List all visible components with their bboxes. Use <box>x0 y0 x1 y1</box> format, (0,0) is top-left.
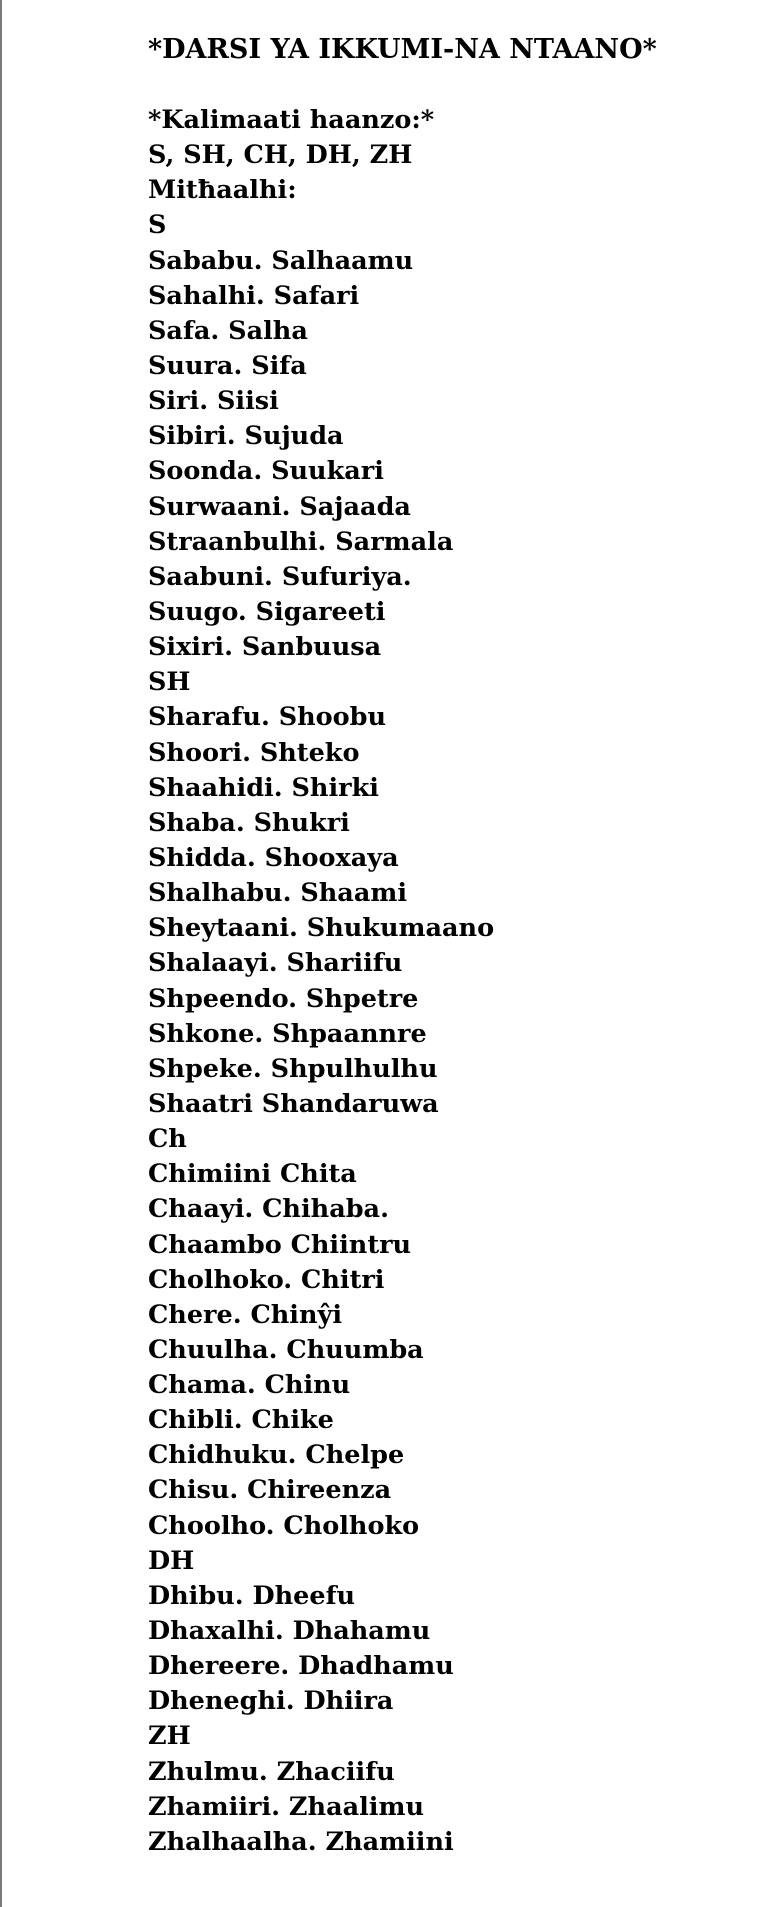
text-line: Dhereere. Dhadhamu <box>148 1651 454 1682</box>
text-line: Mitħaalhi: <box>148 175 297 206</box>
text-line: Shaba. Shukri <box>148 807 350 838</box>
text-line: S, SH, CH, DH, ZH <box>148 140 413 171</box>
text-line: Chidhuku. Chelpe <box>148 1440 405 1471</box>
text-line: Surwaani. Sajaada <box>148 491 411 522</box>
text-line: Sheytaani. Shukumaano <box>148 913 495 944</box>
text-line: Saabuni. Sufuriya. <box>148 561 412 592</box>
text-line: Shoori. Shteko <box>148 737 360 768</box>
text-line: Siri. Siisi <box>148 386 279 417</box>
text-line: Suugo. Sigareeti <box>148 596 386 627</box>
text-line: Sahalhi. Safari <box>148 280 360 311</box>
text-line: Shidda. Shooxaya <box>148 842 399 873</box>
text-line: Chere. Chinŷi <box>148 1299 343 1330</box>
text-line: DH <box>148 1545 195 1576</box>
text-line: SH <box>148 667 191 698</box>
text-line: Sibiri. Sujuda <box>148 421 344 452</box>
text-line: *Kalimaati haanzo:* <box>148 105 435 135</box>
text-line: Chama. Chinu <box>148 1370 351 1401</box>
text-line: Suura. Sifa <box>148 350 307 381</box>
text-line: Shaahidi. Shirki <box>148 772 379 803</box>
text-line: Zhamiiri. Zhaalimu <box>148 1791 425 1822</box>
text-line: Shalaayi. Shariifu <box>148 948 403 979</box>
text-line: Zhulmu. Zhaciifu <box>148 1756 395 1787</box>
page-title: *DARSI YA IKKUMI-NA NTAANO* <box>148 34 657 65</box>
text-line: Chisu. Chireenza <box>148 1475 392 1506</box>
text-line: Chaambo Chiintru <box>148 1229 412 1260</box>
text-line: Chimiini Chita <box>148 1159 357 1190</box>
text-line: Shpeke. Shpulhulhu <box>148 1053 438 1084</box>
text-line: Shalhabu. Shaami <box>148 878 408 909</box>
text-line: ZH <box>148 1721 191 1752</box>
text-line: Chuulha. Chuumba <box>148 1334 424 1365</box>
text-line: Safa. Salha <box>148 315 308 346</box>
text-line: Straanbulhi. Sarmala <box>148 526 454 557</box>
text-line: Shaatri Shandaruwa <box>148 1088 439 1119</box>
title-spacer <box>148 70 748 103</box>
text-line: Cholhoko. Chitri <box>148 1264 385 1295</box>
text-line: Zhalhaalha. Zhamiini <box>148 1826 454 1857</box>
text-line: S <box>148 210 167 241</box>
text-line: Dhaxalhi. Dhahamu <box>148 1616 431 1647</box>
text-line: Sharafu. Shoobu <box>148 702 387 733</box>
document-content <box>148 30 748 1860</box>
text-line: Shpeendo. Shpetre <box>148 983 419 1014</box>
text-line: Chaayi. Chihaba. <box>148 1194 389 1225</box>
text-line: Sababu. Salhaamu <box>148 245 414 276</box>
text-line: Choolho. Cholhoko <box>148 1510 420 1541</box>
text-line: Sixiri. Sanbuusa <box>148 632 382 663</box>
text-line: Dhibu. Dheefu <box>148 1580 356 1611</box>
text-line: Dheneghi. Dhiira <box>148 1686 394 1717</box>
text-line: Ch <box>148 1124 187 1155</box>
text-line: Soonda. Suukari <box>148 456 384 487</box>
text-line: Shkone. Shpaannre <box>148 1018 427 1049</box>
text-line: Chibli. Chike <box>148 1405 334 1436</box>
word-list <box>148 103 748 1860</box>
